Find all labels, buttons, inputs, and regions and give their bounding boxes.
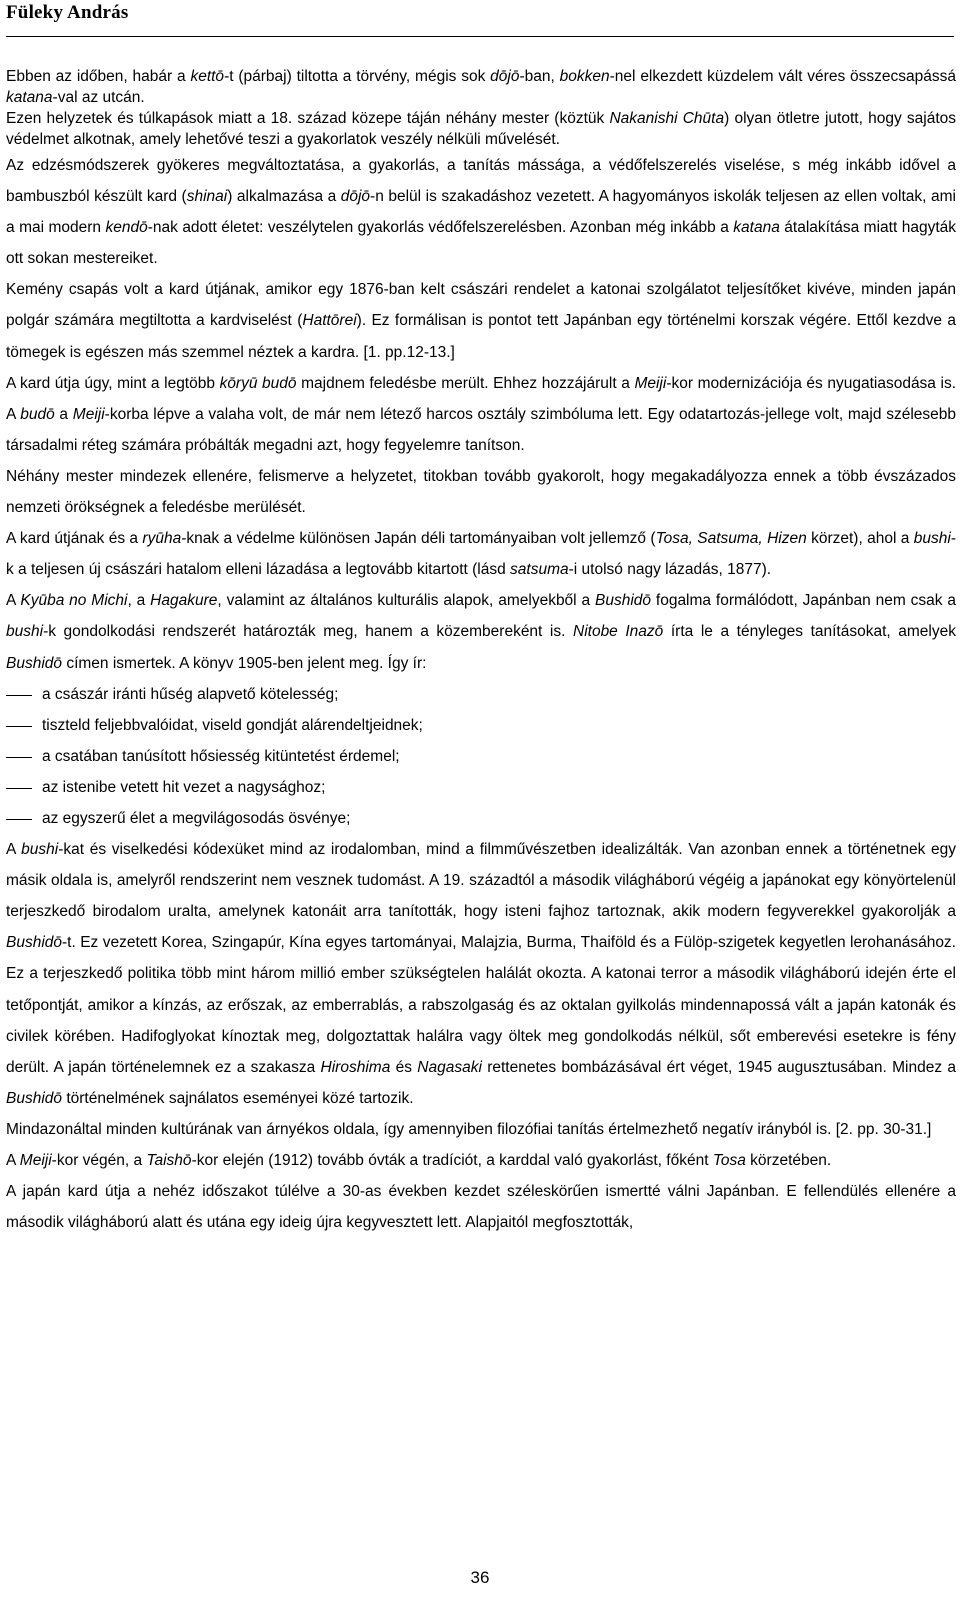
- body-text: [6, 66, 956, 1238]
- italic-term: Hiroshima: [320, 1058, 391, 1076]
- dash-bullet: [6, 695, 32, 696]
- italic-term: Tosa: [712, 1152, 746, 1169]
- italic-term: Bushidō: [6, 934, 63, 952]
- text-run: A kard útjának és a: [6, 530, 143, 548]
- text-run: -n belül is szakadáshoz vezetett. A hagyományos iskolák teljesen az ellen voltak, ami a mai modern: [6, 188, 956, 237]
- text-run: majdnem feledésbe merült. Ehhez hozzájárult a: [296, 374, 635, 392]
- text-run: Kemény csapás volt a kard útjának, amikor egy 1876-ban kelt császári rendelet a katonai szolgálatot teljesítőket kivéve, minden japán polgár számára megtiltotta a kardviselést (: [6, 281, 956, 330]
- text-run: ) alkalmazása a: [227, 188, 341, 206]
- italic-term: Nitobe Inazō: [573, 623, 664, 641]
- paragraph: [6, 108, 956, 150]
- paragraph: [6, 834, 956, 1114]
- italic-term: kōryū budō: [219, 374, 297, 392]
- text-run: -knak a védelme különösen Japán déli tartományaiban volt jellemző (: [181, 530, 656, 548]
- list-item-text: az istenibe vetett hit vezet a nagysághoz;: [42, 778, 326, 796]
- text-run: -k gondolkodási rendszerét határozták meg, hanem a közembereként is.: [43, 623, 573, 641]
- text-run: ) olyan ötletre jutott, hogy sajátos védelmet alkotnak, amely lehetővé teszi a gyakorlatok veszély nélküli művelését.: [6, 110, 956, 148]
- text-run: A kard útja úgy, mint a legtöbb: [6, 374, 220, 392]
- italic-term: bushi: [913, 530, 951, 548]
- list-item-text: a császár iránti hűség alapvető kötelesség;: [42, 685, 339, 703]
- text-run: -t (párbaj) tiltotta a törvény, mégis sok: [224, 68, 491, 85]
- text-run: Mindazonáltal minden kultúrának van árnyékos oldala, így amennyiben filozófiai tanítás értelmezhető negatív irányból is. [2. pp. 30-31.]: [6, 1120, 932, 1138]
- italic-term: katana: [6, 89, 53, 106]
- paragraph: [6, 523, 956, 585]
- text-run: Néhány mester mindezek ellenére, felismerve a helyzetet, titokban tovább gyakorolt, hogy megakadályozza ennek a több évszázados nemzeti örökségnek a feledésbe merülését.: [6, 467, 956, 517]
- text-run: körzetében.: [745, 1152, 832, 1169]
- italic-term: satsuma: [510, 561, 569, 579]
- italic-term: kettō: [190, 68, 225, 85]
- bushido-list: [6, 679, 956, 834]
- text-run: és: [390, 1058, 418, 1076]
- text-run: körzet), ahol a: [806, 530, 914, 548]
- text-run: -val az utcán.: [52, 89, 145, 106]
- italic-term: ryūha: [142, 530, 182, 548]
- italic-term: Tosa, Satsuma, Hizen: [655, 530, 807, 548]
- text-run: átalakítása miatt hagyták ott sokan mestereiket.: [6, 219, 956, 268]
- text-run: -k a teljesen új császári hatalom elleni lázadása a legtovább kitartott (lásd: [6, 530, 957, 579]
- text-run: -t. Ez vezetett Korea, Szingapúr, Kína egyes tartományai, Malajzia, Burma, Thaiföld és a Fülöp-szigetek kegyetlen lerohanásához. Ez a terjeszkedő politika több mint három millió ember szükségtelen halálát okozta. A katonai terror a második világháború idején érte el tetőpontját, amikor a kínzás, az erőszak, az emberrablás, a rabszolgaság és az oktalan gyilkolás mindennapossá vált a japán katonák és civilek körében. Hadifoglyokat kínoztak meg, dolgoztattak halálra vagy öltek meg gondolkodás nélkül, sőt emberevési esetekre is fény derült. A japán történelemnek ez a szakasza: [6, 934, 956, 1076]
- text-run: írta le a tényleges tanításokat, amelyek: [663, 623, 956, 641]
- italic-term: bushi: [6, 623, 44, 641]
- list-item-text: az egyszerű élet a megvilágosodás ösvénye;: [42, 809, 351, 827]
- text-run: A: [6, 841, 22, 859]
- text-run: -kor modernizációja és nyugatiasodása is. A: [6, 374, 957, 423]
- list-item: [6, 803, 956, 834]
- text-run: ). Ez formálisan is pontot tett Japánban egy történelmi korszak végére. Ettől kezdve a tömegek is egészen más szemmel néztek a kardra. [1. pp.12-13.]: [6, 312, 956, 361]
- running-header-author: Füleky András: [6, 2, 129, 23]
- paragraph: [6, 66, 956, 108]
- italic-term: katana: [733, 219, 780, 237]
- italic-term: Nakanishi Chūta: [609, 110, 725, 127]
- italic-term: bushi: [21, 841, 59, 859]
- text-run: Ezen helyzetek és túlkapások miatt a 18. század közepe táján néhány mester (köztük: [6, 110, 610, 127]
- text-run: A: [6, 592, 21, 610]
- paragraph: [6, 274, 956, 367]
- italic-term: Meiji: [634, 374, 667, 392]
- text-run: -kor elején (1912) tovább óvták a tradíciót, a karddal való gyakorlást, főként: [191, 1152, 713, 1169]
- paragraph: [6, 1145, 956, 1176]
- italic-term: Bushidō: [6, 654, 63, 672]
- text-run: a: [54, 405, 73, 423]
- italic-term: Nagasaki: [417, 1058, 482, 1076]
- text-run: -kat és viselkedési kódexüket mind az irodalomban, mind a filmművészetben idealizálták. Van azonban ennek a történetnek egy másik oldala is, amelyről rendszerint nem vesznek tudomást. A 19. századtól a második világháború végéig a japánokat egy könyörtelenül terjeszkedő birodalom uralta, amelynek katonáit arra tanították, hogy isteni fajhoz tartoznak, akik modern fegyverekkel gyakorolják a: [6, 841, 956, 921]
- text-run: A japán kard útja a nehéz időszakot túlélve a 30-as években kezdet széleskörűen ismertté válni Japánban. E fellendülés ellenére a második világháború alatt és utána egy ideig újra kegyvesztett lett. Alapjaitól megfosztották,: [6, 1183, 956, 1232]
- text-run: fogalma formálódott, Japánban nem csak a: [651, 592, 956, 610]
- text-run: A: [6, 1152, 20, 1169]
- italic-term: Taishō: [146, 1152, 192, 1169]
- italic-term: Hattōrei: [302, 312, 357, 330]
- text-run: Az edzésmódszerek gyökeres megváltoztatása, a gyakorlás, a tanítás mássága, a védőfelszerelés viselése, s még inkább idővel a bambuszból készült kard (: [6, 157, 956, 206]
- dash-bullet: [6, 726, 32, 727]
- text-run: , valamint az általános kulturális alapok, amelyekből a: [217, 592, 595, 610]
- text-run: -kor végén, a: [51, 1152, 147, 1169]
- paragraph: [6, 461, 956, 523]
- italic-term: Meiji: [19, 1152, 52, 1169]
- paragraph: [6, 1176, 956, 1238]
- text-run: történelmének sajnálatos eseményei közé tartozik.: [62, 1089, 414, 1107]
- dash-bullet: [6, 757, 32, 758]
- list-item-text: a csatában tanúsított hősiesség kitüntetést érdemel;: [42, 747, 400, 765]
- paragraph: [6, 150, 956, 274]
- italic-term: budō: [20, 405, 55, 423]
- list-item: [6, 772, 956, 803]
- list-item-text: tiszteld feljebbvalóidat, viseld gondját alárendeltjeidnek;: [42, 716, 423, 734]
- text-run: -ban,: [519, 68, 560, 85]
- paragraph: [6, 368, 956, 461]
- italic-term: dōjō: [340, 188, 371, 206]
- text-run: rettenetes bombázásával ért véget, 1945 augusztusában. Mindez a: [481, 1058, 956, 1076]
- text-run: címen ismertek. A könyv 1905-ben jelent meg. Így ír:: [62, 654, 427, 672]
- italic-term: dōjō: [490, 68, 520, 85]
- text-run: -i utolsó nagy lázadás, 1877).: [568, 561, 772, 579]
- paragraph: [6, 585, 956, 678]
- text-run: Ebben az időben, habár a: [6, 68, 191, 85]
- dash-bullet: [6, 819, 32, 820]
- italic-term: Hagakure: [150, 592, 218, 610]
- italic-term: bokken: [559, 68, 610, 85]
- dash-bullet: [6, 788, 32, 789]
- page-number: 36: [470, 1568, 490, 1587]
- text-run: -nak adott életet: veszélytelen gyakorlás védőfelszerelésben. Azonban még inkább a: [147, 219, 734, 237]
- list-item: [6, 679, 956, 710]
- italic-term: Meiji: [72, 405, 105, 423]
- text-run: , a: [127, 592, 151, 610]
- italic-term: Bushidō: [6, 1089, 63, 1107]
- list-item: [6, 741, 956, 772]
- italic-term: shinai: [186, 188, 228, 206]
- text-run: -korba lépve a valaha volt, de már nem létező harcos osztály szimbóluma lett. Egy odatartozás-jellege volt, majd szélesebb társadalmi réteg számára próbálták megadni azt, hogy fegyelemre tanítson.: [6, 405, 957, 454]
- italic-term: Bushidō: [595, 592, 652, 610]
- paragraph: [6, 1114, 956, 1145]
- list-item: [6, 710, 956, 741]
- text-run: -nel elkezdett küzdelem vált véres összecsapássá: [609, 68, 957, 85]
- header-divider: [6, 36, 954, 37]
- italic-term: Kyūba no Michi: [20, 592, 128, 610]
- italic-term: kendō: [105, 219, 148, 237]
